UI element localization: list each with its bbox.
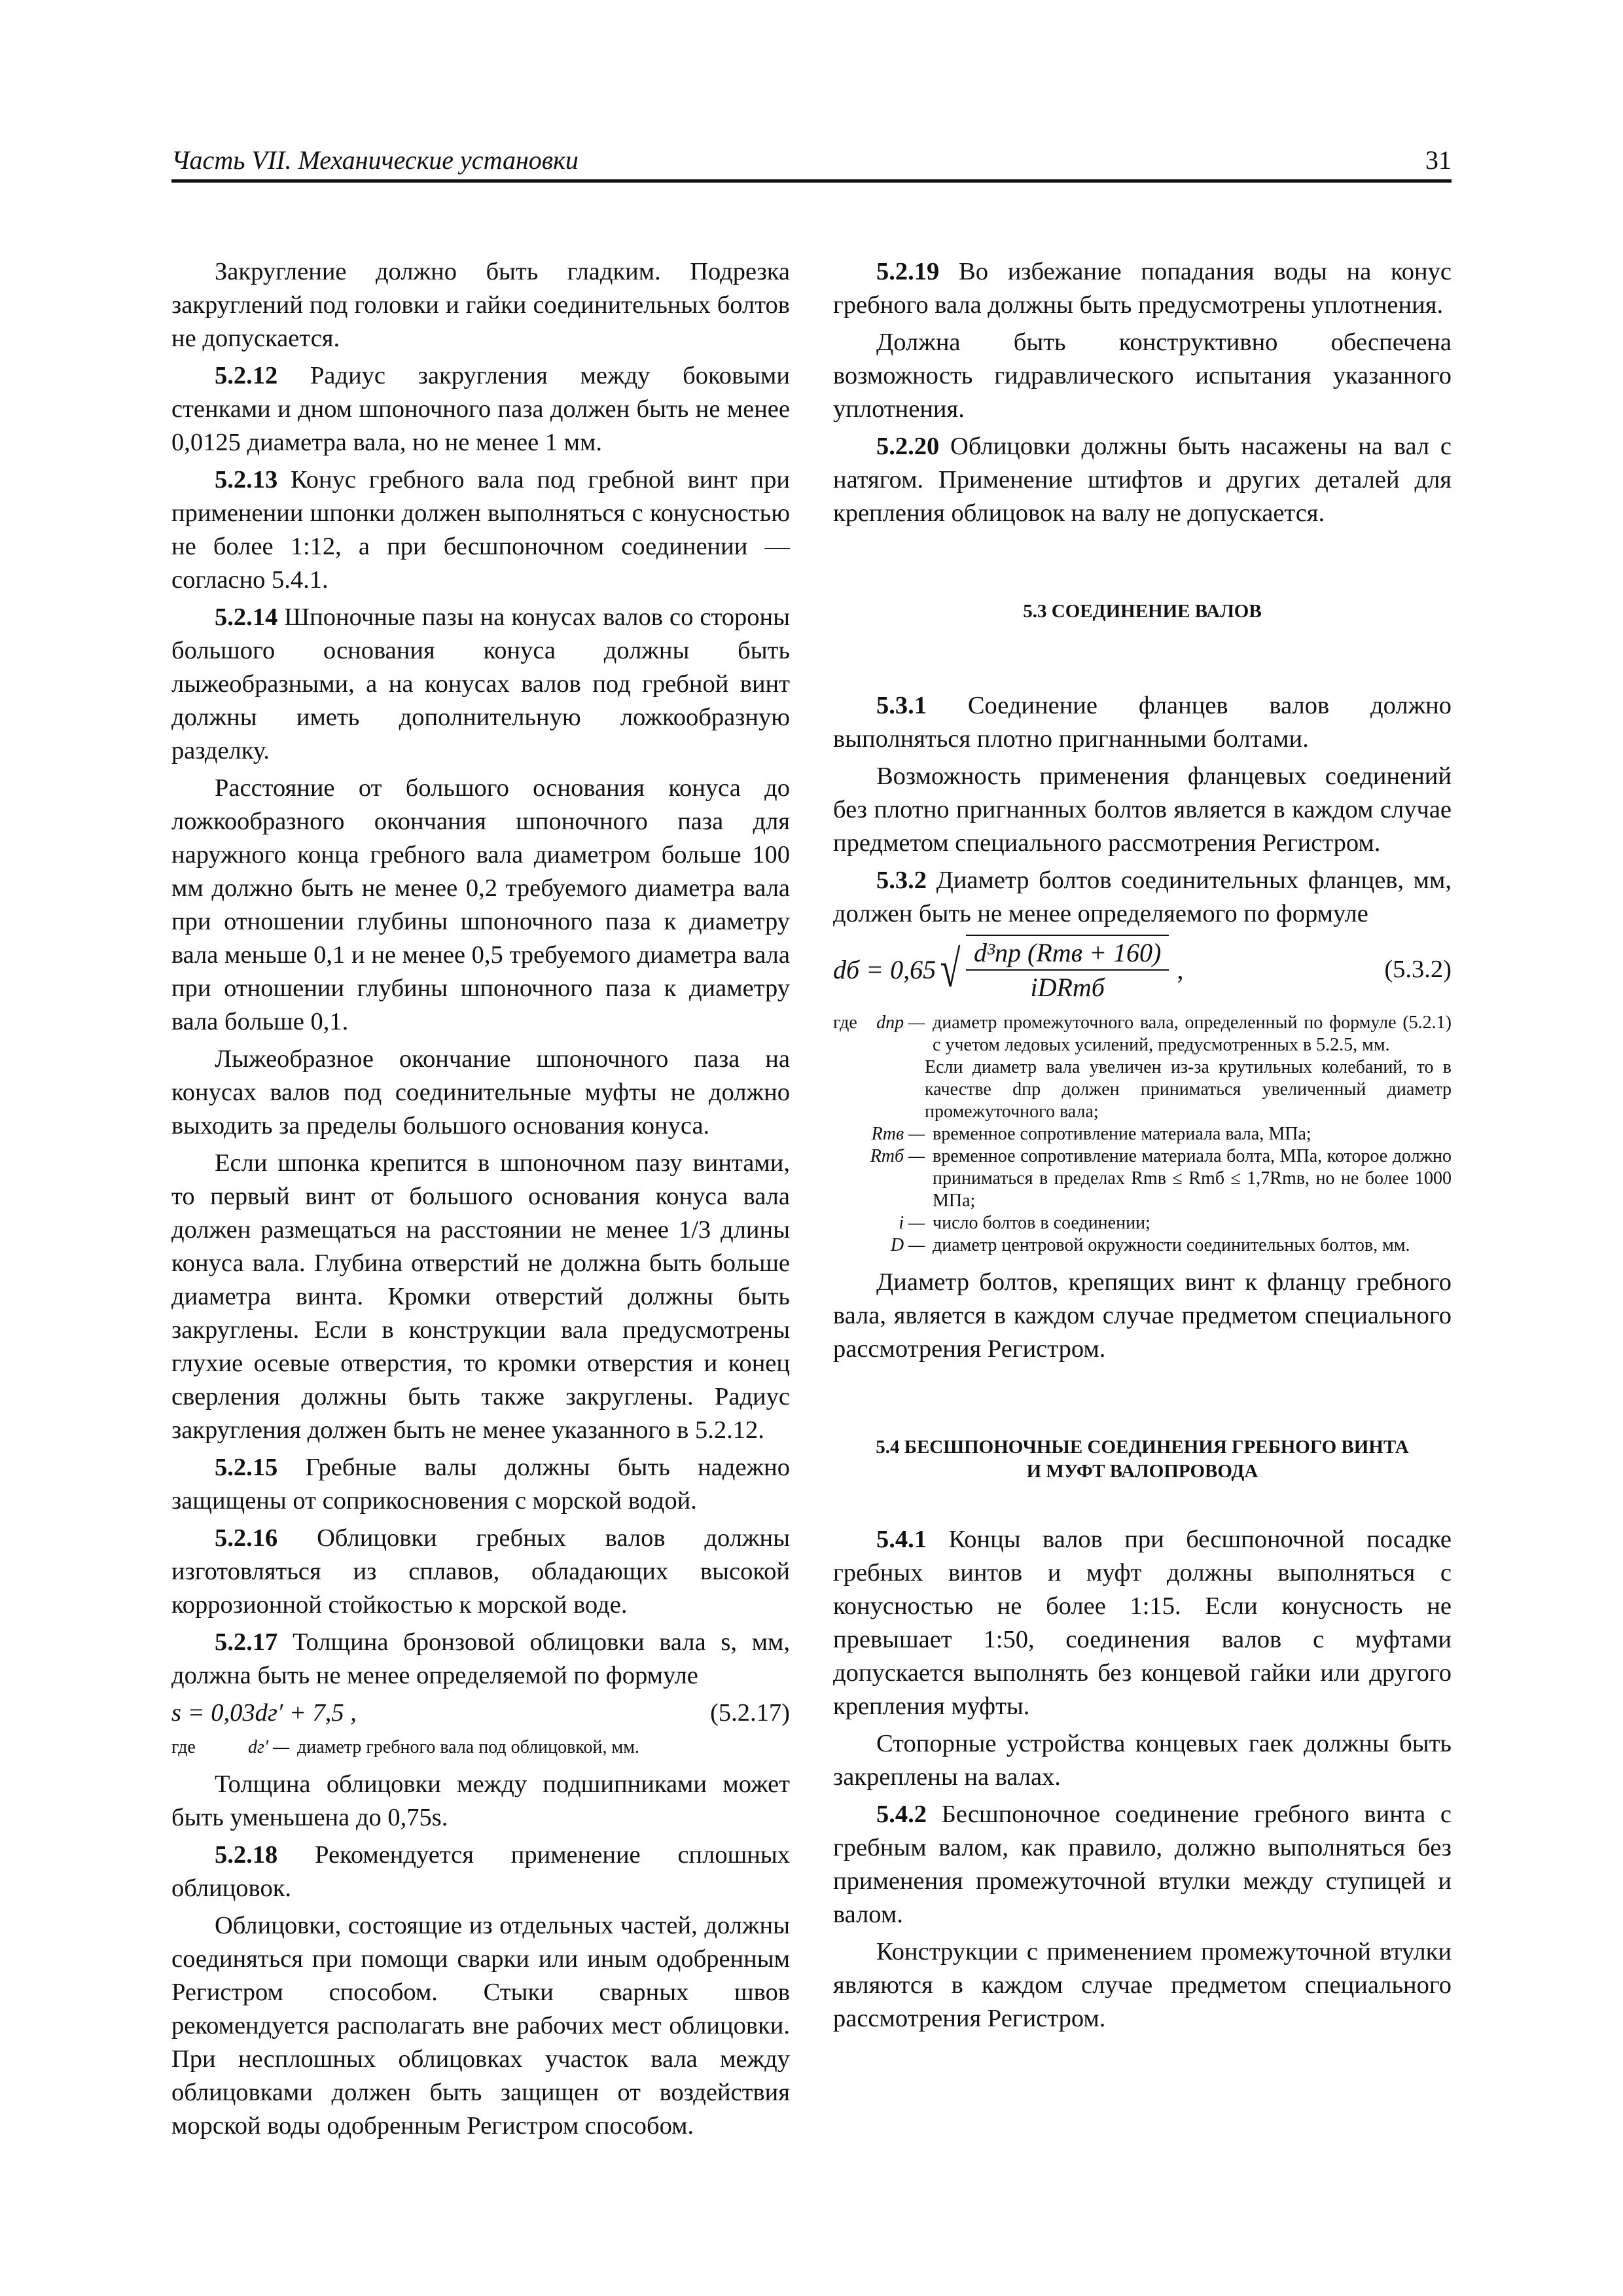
legend-description: диаметр гребного вала под облицовкой, мм. [297,1737,639,1757]
right-column [833,255,1452,2039]
legend-symbol: Rmв — [871,1124,925,1144]
section-heading-5-4 [833,1435,1452,1484]
paragraph [833,255,1452,322]
paragraph [833,689,1452,756]
paragraph [171,601,790,768]
clause-number: 5.2.14 [215,603,278,631]
paragraph: Расстояние от большого основания конуса до ложкообразного окончания шпоночного паза для наружного конца гребного вала диаметром больше 100 мм должно быть не менее 0,2 требуемого диаметра вала при отношении глубины шпоночного паза к диаметру вала меньше 0,1 и не менее 0,5 требуемого диаметра вала при отношении глубины шпоночного паза к диаметру вала больше 0,1. [171,774,790,1035]
clause-number: 5.2.20 [876,433,940,460]
clause-number: 5.2.16 [215,1524,278,1552]
paragraph: Толщина облицовки между подшипниками может быть уменьшена до 0,75s. [171,1770,790,1831]
clause-number: 5.3.2 [876,867,927,894]
paragraph: Конструкции с применением промежуточной втулки являются в каждом случае предметом специального рассмотрения Регистром. [833,1938,1452,2032]
paragraph: Если шпонка крепится в шпоночном пазу винтами, то первый винт от большого основания конуса вала должен размещаться на расстоянии не менее 1/3 длины конуса вала. Глубина отверстий не должна быть больше диаметра винта. Кромки отверстий должны быть закруглены. Если в конструкции вала предусмотрены глухие осевые отверстия, то кромки отверстия и конец сверления должны быть также закруглены. Радиус закругления должен быть не менее указанного в 5.2.12. [171,1149,790,1444]
section-heading-5-3: 5.3 СОЕДИНЕНИЕ ВАЛОВ [1023,601,1262,622]
paragraph: Лыжеобразное окончание шпоночного паза на конусах валов под соединительные муфты не должно выходить за пределы большого основания конуса. [171,1045,790,1139]
formula-number: (5.3.2) [1384,955,1452,983]
legend-description: временное сопротивление материала болта, МПа, которое должно приниматься в пределах Rmв ≤ Rmб ≤ 1,7Rmв, но не более 1000 МПа; [933,1146,1452,1211]
legend-label: где [171,1737,196,1757]
clause-number: 5.2.19 [876,258,940,285]
paragraph [171,359,790,459]
formula-5-3-2 [833,935,1452,1004]
heading-line: 5.4 БЕСШПОНОЧНЫЕ СОЕДИНЕНИЯ ГРЕБНОГО ВИНТА [876,1437,1409,1458]
formula-legend [833,1012,1452,1257]
legend-row [833,1234,1452,1257]
paragraph-text: Диаметр болтов соединительных фланцев, мм, должен быть не менее определяемого по формуле [833,867,1452,927]
paragraph: Облицовки, состоящие из отдельных частей, должны соединяться при помощи сварки или иным одобренным Регистром способом. Стыки сварных швов рекомендуется располагать вне рабочих мест облицовки. При несплошных облицовках участок вала между облицовками должен быть защищен от воздействия морской воды одобренным Регистром способом. [171,1912,790,2140]
clause-number: 5.4.1 [876,1526,927,1553]
paragraph [833,1523,1452,1723]
clause-number: 5.2.12 [215,362,278,389]
legend-row [833,1145,1452,1212]
sqrt-sign: √ [940,941,961,998]
paragraph-text: Гребные валы должны быть надежно защищены от соприкосновения с морской водой. [171,1454,790,1515]
paragraph-text: Шпоночные пазы на конусах валов со стороны большого основания конуса должны быть лыжеобразными, а на конусах валов под гребной винт должны иметь дополнительную ложкообразную разделку. [171,603,790,764]
page-header [171,145,1452,183]
clause-number: 5.4.2 [876,1801,927,1828]
legend-description: диаметр промежуточного вала, определенный по формуле (5.2.1) с учетом ледовых усилений, предусмотренных в 5.2.5, мм. [933,1013,1452,1055]
formula-comma: , [1177,954,1184,984]
legend-symbol: dг′ — [248,1737,289,1757]
formula-denominator: iDRmб [1030,973,1105,1002]
legend-description: Если диаметр вала увеличен из-за крутильных колебаний, то в качестве dпр должен приниматься увеличенный диаметр промежуточного вала; [925,1057,1452,1122]
paragraph: Стопорные устройства концевых гаек должны быть закреплены на валах. [833,1730,1452,1791]
paragraph [171,1451,790,1518]
paragraph: Должна быть конструктивно обеспечена возможность гидравлического испытания указанного уплотнения. [833,329,1452,423]
clause-number: 5.3.1 [876,692,927,719]
formula-5-2-17 [171,1696,790,1730]
paragraph-text: Соединение фланцев валов должно выполняться плотно пригнанными болтами. [833,692,1452,753]
formula-number: (5.2.17) [710,1699,790,1727]
legend-row [833,1212,1452,1234]
paragraph-text: Конус гребного вала под гребной винт при применении шпонки должен выполняться с конусностью не более 1:12, а при бесшпоночном соединении — согласно 5.4.1. [171,466,790,594]
paragraph [833,1798,1452,1931]
page-number: 31 [1425,145,1452,175]
legend-row [833,1123,1452,1145]
paragraph-text: Рекомендуется применение сплошных облицовок. [171,1841,790,1902]
paragraph-text: Толщина бронзовой облицовки вала s, мм, должна быть не менее определяемой по формуле [171,1628,790,1689]
legend-description: временное сопротивление материала вала, МПа; [933,1124,1311,1144]
legend-symbol: D — [890,1235,925,1255]
paragraph [171,1626,790,1693]
paragraph [171,1839,790,1905]
formula-lhs: dб = 0,65 [833,954,936,984]
paragraph [171,463,790,597]
legend-description: диаметр центровой окружности соединительных болтов, мм. [933,1235,1410,1255]
paragraph-text: Во избежание попадания воды на конус гребного вала должны быть предусмотрены уплотнения. [833,258,1452,319]
legend-symbol: i — [899,1213,925,1233]
clause-number: 5.2.17 [215,1628,278,1656]
legend-symbol: Rmб — [870,1146,925,1166]
paragraph [833,864,1452,931]
paragraph: Возможность применения фланцевых соединений без плотно пригнанных болтов является в каждом случае предметом специального рассмотрения Регистром. [833,762,1452,857]
paragraph-text: Облицовки гребных валов должны изготовляться из сплавов, обладающих высокой коррозионной стойкостью к морской воде. [171,1524,790,1619]
formula-numerator: d³пр (Rmв + 160) [966,936,1169,971]
legend-row [833,1056,1452,1123]
paragraph: Диаметр болтов, крепящих винт к фланцу гребного вала, является в каждом случае предметом специального рассмотрения Регистром. [833,1268,1452,1363]
paragraph: Закругление должно быть гладким. Подрезка закруглений под головки и гайки соединительных болтов не допускается. [171,258,790,352]
legend-description: число болтов в соединении; [933,1213,1150,1233]
paragraph [833,430,1452,530]
clause-number: 5.2.13 [215,466,278,493]
heading-line: И МУФТ ВАЛОПРОВОДА [1026,1461,1258,1482]
paragraph [171,1522,790,1622]
paragraph-text: Концы валов при бесшпоночной посадке гребных винтов и муфт должны выполняться с конусностью не более 1:15. Если конусность не превышает 1:50, соединения валов с муфтами допускается выполнять без концевой гайки или другого крепления муфты. [833,1526,1452,1720]
formula-expression: s = 0,03dг′ + 7,5 , [171,1699,357,1727]
paragraph-text: Бесшпоночное соединение гребного винта с гребным валом, как правило, должно выполняться без применения промежуточной втулки между ступицей и валом. [833,1801,1452,1928]
formula-fraction [966,935,1169,1004]
legend-symbol: dпр — [876,1013,925,1033]
paragraph-text: Радиус закругления между боковыми стенками и дном шпоночного паза должен быть не менее 0,0125 диаметра вала, но не менее 1 мм. [171,362,790,456]
legend-label: где [833,1013,857,1033]
running-title: Часть VII. Механические установки [171,145,579,175]
legend-row [833,1012,1452,1056]
clause-number: 5.2.15 [215,1454,278,1481]
clause-number: 5.2.18 [215,1841,278,1869]
formula-legend [171,1736,790,1759]
left-column [171,255,790,2147]
paragraph-text: Облицовки должны быть насажены на вал с натягом. Применение штифтов и других деталей для крепления облицовок на валу не допускается. [833,433,1452,527]
